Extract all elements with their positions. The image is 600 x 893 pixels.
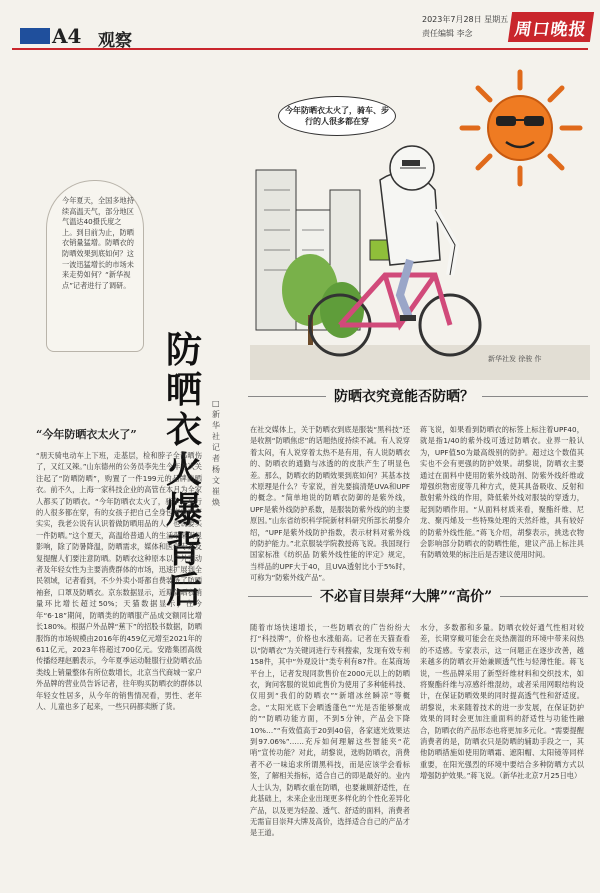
headline: 防晒衣火爆背后 xyxy=(166,329,203,611)
section3-heading: 不必盲目崇拜“大牌”“高价” xyxy=(312,586,500,606)
section1-heading: “今年防晒衣太火了” xyxy=(36,428,137,441)
speech-bubble: 今年防晒衣太火了，骑车、步行的人很多都在穿 xyxy=(278,96,396,136)
intro-text: 今年夏天，全国多地持续高温天气，部分地区气温达40摄氏度之上。到目前为止，防晒衣销量猛增。防晒衣的防晒效果到底如何？这一波迅猛增长的市场未来走势如何？“新华视点”记者进行了调研。 xyxy=(62,196,134,290)
sun-icon xyxy=(462,72,580,184)
issue-date: 2023年7月28日 星期五 xyxy=(422,15,509,24)
section3-col1: 随着市场快速增长，一些防晒衣的广告纷纷大打“科技牌”，价格也水涨船高。记者在天猫查看以“防晒衣”为关键词进行专利搜索，发现有效专利158件，其中“外观设计”类专利有87件。在某商场平台上，记者发现同款售价在2000元以上的防晒衣，询问客服的说如此售价为使用了多种能科技、仅用到“我们的防晒衣”“新增冰丝瞬凉”等概念。“太阳光底下会晒透蓬色”“光是否能够聚成的”“防晒功能方面，不到5分钟，产品会下降10%…”“有效值高于20到40倍，各家遮光效果达到97.06%”……充斥如何理解这些智能夹“花哨”宣传功能？对此，胡黎说，选购防晒衣，消费者不必一味追求所谓黑科技，而是应该学会看标签，了解相关指标，适合自己的即是最好的。业内人士认为，防晒衣重在防晒，也要兼顾舒适性，在此基础上，未来企业出现更多样化的个性化差异化产品，以及更为轻盈、透气、舒适的面料，消费者无需盲目崇拜大牌及高价，选择适合自己的产品才是王道。 xyxy=(250,623,410,838)
section1-body: “朋天骑电动车上下班，走基层，检和脖子全都晒伤了，又红又辣。”山东德州的公务员李先生今年首次关注起了“防晒防晒”，购置了一件199元的品牌防晒衣。前不久，上海一家科技企业的高管在本月为全家人都买了防晒衣。“今年防晒衣太火了，骑车、步行的人很多都在穿，有的女孩子把自己全身包裹得严严实实，我老公说有认识着做防晒用品的人，也说要买一件防晒。”这个夏天，高温给普通人的生活带来明显影响，除了防暑降温，防晒需求，媒体和医学专家反复提醒人们要注意防晒。防晒衣这种原本以户外劳动者及年轻女性为主要消费群体的市场，迅速扩展到全民领域，记者看到，不少外卖小哥都自费装备了防晒袖套，口罩及防晒衣。京东数据显示，近期防晒衣销量环比增长超过50%；天猫数据显示，在今年“6·18”期间，防晒类的防晒服产品成交额同比增长180%。根据户外品牌“蕉下”的招股书数据，防晒服饰的市场规模由2016年的459亿元增至2021年的611亿元，2023年将超过700亿元。安踏集团高级传播经理赵鹏表示，今年夏季运动鞋服行业防晒衣品类线上销量整体有所位数增长，北京当代商城一家户外品牌的营业员告诉记者，往年购买防晒衣的群体以年轻女性居多，从今年的销售情况看，男性、老年人、儿童也多了起来，一些只码都卖断了货。 xyxy=(36,451,202,711)
section2-col2: 蒋飞说，如果看到防晒衣的标签上标注着UPF40，就是指1/40的紫外线可透过防晒衣。业界一般认为，UPF值50为最高级别的防护。超过这个数值其实也不会有更强的防护效果。胡黎说，防晒衣主要通过在面料中使用防紫外线助剂、防紫外线纤维或增强织物密度等几种方式，使其具备吸收、反射和散射紫外线的作用，降低紫外线对服装的穿透力，起到防晒作用。“从面料材质来看，聚酯纤维、尼龙、聚丙烯及一些特殊处理的天然纤维，具有较好的防紫外线性能。”蒋飞介绍，胡黎表示，挑选衣物会影响部分防晒衣的防晒性能，建议产品上标注具有防晒效果的标注后是否建议使用时间。 xyxy=(420,425,584,560)
section-marker xyxy=(20,28,50,44)
page-header xyxy=(12,10,588,50)
newspaper-logo: 周口晚报 xyxy=(508,12,594,42)
section3-col2: 水分，多数都和多量。防晒衣较好通气性相对较差，长期穿戴可能会在炎热潮湿的环境中带来闷热的不适感。专家表示，这一问题正在逐步改善，越来越多的防晒衣开始兼顾透气性与轻薄性能。蒋飞说，一些品牌采用了新型纤维材料和交织技术，如将聚酯纤维与凉感纤维混纺，或者采用网眼结构设计，在保证防晒效果的同时提高透气性和舒适度。胡黎说，未来随着技术的进一步发展，在保证防护效果的同时会更加注重面料的舒适性与功能性融合，防晒衣的产品形态也将更加多元化。“需要提醒消费者的是，防晒衣只是防晒的辅助手段之一，其他防晒措施如使用防晒霜、遮阳帽、太阳镜等同样重要，在阳光强烈的环境中要结合多种防晒方式以增强防护效果。”蒋飞说。（新华社北京7月25日电） xyxy=(420,623,584,781)
byline: □新华社记者 杨文 崔焕 xyxy=(212,399,220,507)
section-name: 观察 xyxy=(98,31,132,51)
illustration-credit: 新华社发 徐骏 作 xyxy=(488,355,542,363)
section2-col1: 在社交媒体上，关于防晒衣到底是服装“黑科技”还是收割“防晒焦虑”的话题热度持续不减。有人说穿着太闷，有人说穿着太热不是有用，有人说防晒衣的、防晒衣的通勤与冰透的的皮肤产生了明显色差。那么，防晒衣的防晒效果到底如何？其基本技术原理是什么？专家说，首先要搞清楚UVA和UPF的概念。“简单地说的防晒衣防御的是紫外线，UPF是紫外线防护系数，是服装防紫外线的的主要原因。”山东省纺织科学院新材料研究所部长胡黎介绍，“UPF是紫外线防护指数，表示材料对紫外线的防护能力。”北京服装学院教授蒋飞说。我国现行国家标准《纺织品 防紫外线性能的评定》规定，当样品的UPF大于40，且UVA透射比小于5%时，可称为“防紫外线产品”。 xyxy=(250,425,410,583)
section-code: A4 xyxy=(52,24,82,48)
responsible-editor: 责任编辑 李念 xyxy=(422,29,473,38)
section2-heading: 防晒衣究竟能否防晒？ xyxy=(326,386,482,406)
